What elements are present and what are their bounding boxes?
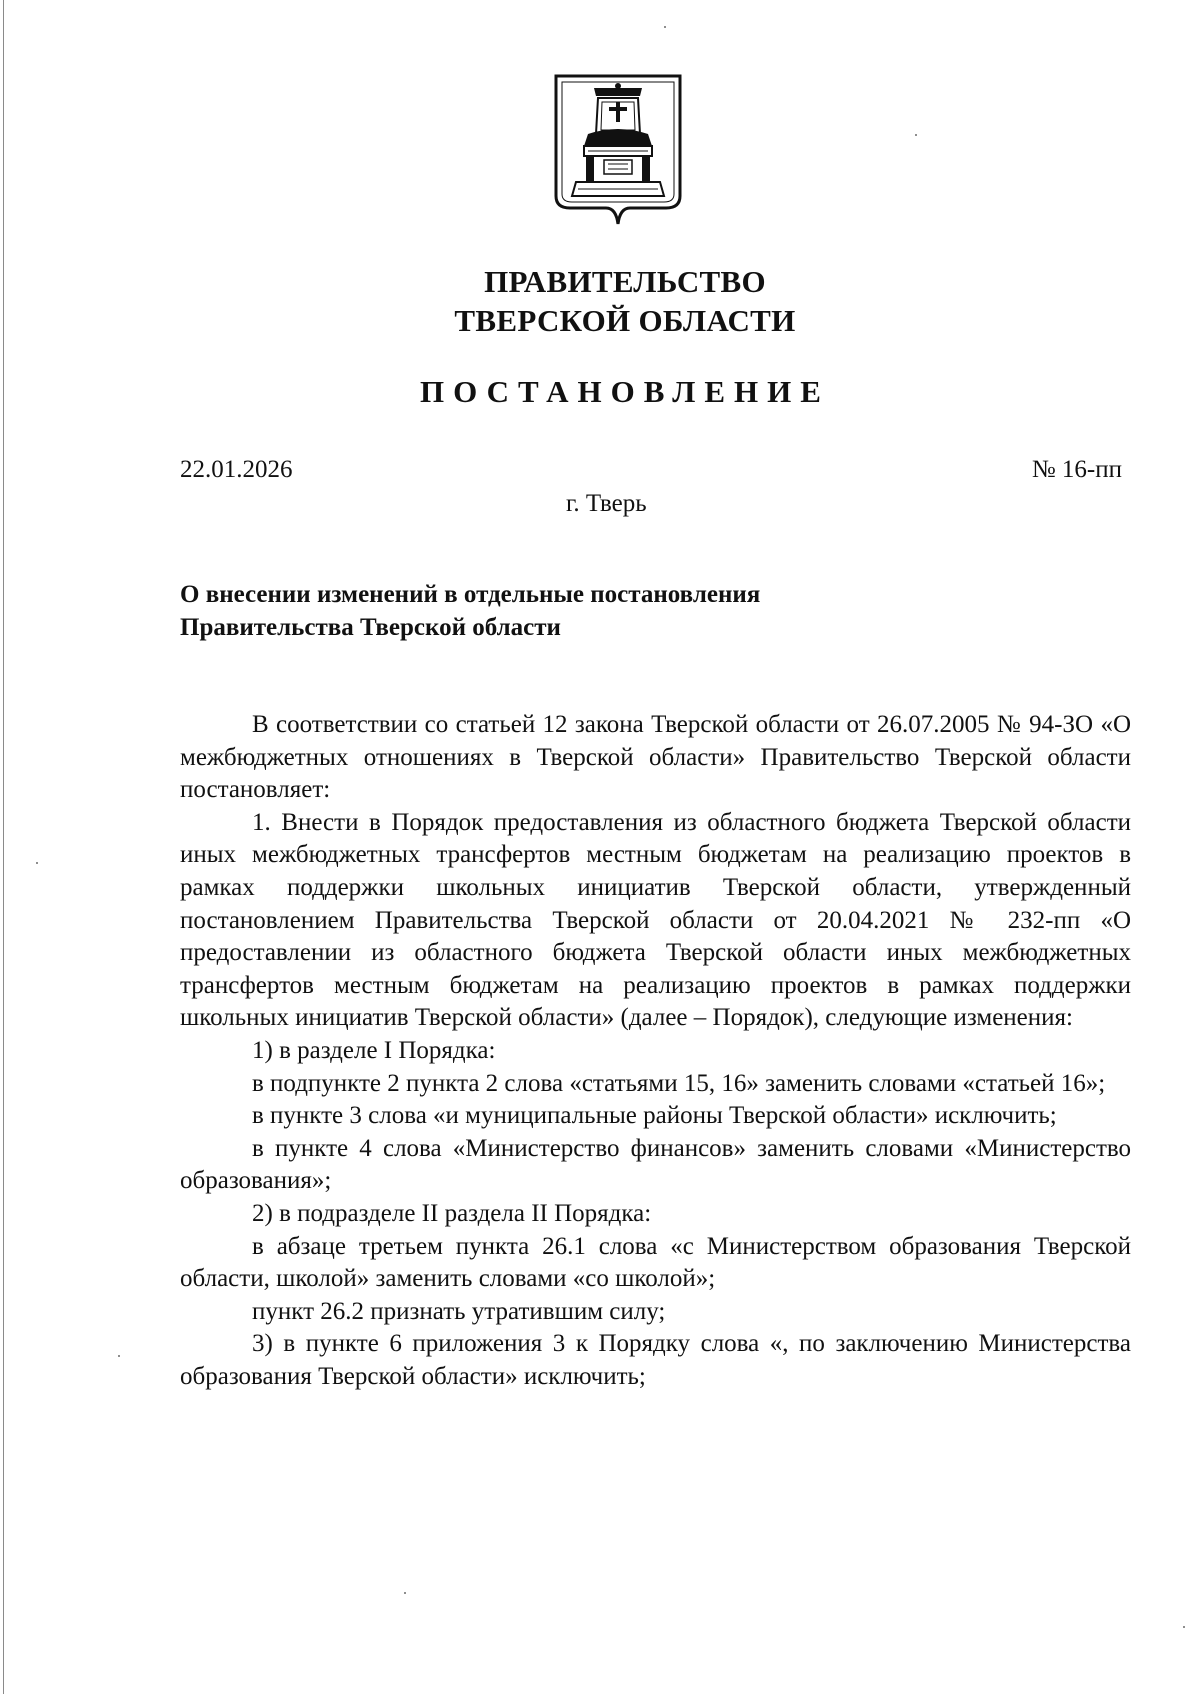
body-paragraph: пункт 26.2 признать утратившим силу; — [252, 1297, 666, 1325]
scan-speck — [915, 134, 917, 136]
issuer-title — [0, 262, 1200, 340]
body-paragraph: 2) в подразделе II раздела II Порядка: — [252, 1199, 652, 1227]
body-paragraph: в подпункте 2 пункта 2 слова «статьями 15, 16» заменить словами «статьей 16»; — [252, 1069, 1106, 1097]
scan-edge-line — [3, 0, 4, 1694]
subject-line-1: О внесении изменений в отдельные постановления — [180, 581, 761, 608]
subject-line-2: Правительства Тверской области — [180, 614, 561, 641]
document-number: № 16-пп — [1031, 456, 1122, 483]
body-paragraph: 1) в разделе I Порядка: — [252, 1036, 496, 1064]
body-paragraph: в абзаце третьем пункта 26.1 слова «с Министерством образования Тверской области, школой» заменить словами «со школой»; — [180, 1232, 1131, 1293]
document-type: ПОСТАНОВЛЕНИЕ — [420, 374, 830, 409]
body-paragraph: 1. Внести в Порядок предоставления из областного бюджета Тверской области иных межбюджетных трансфертов местным бюджетам на реализацию проектов в рамках поддержки школьных инициатив Тверской области, утвержденный постановлением Правительства Тверской области от 20.04.2021 № 232-пп «О предоставлении из областного бюджета Тверской области иных межбюджетных трансфертов местным бюджетам на реализацию проектов в рамках поддержки школьных инициатив Тверской области» (далее – Порядок), следующие изменения: — [180, 808, 1131, 1032]
scan-speck — [118, 1355, 120, 1357]
scan-speck — [36, 862, 38, 864]
tver-coat-of-arms-icon — [554, 74, 682, 226]
body-paragraph: В соответствии со статьей 12 закона Тверской области от 26.07.2005 № 94-ЗО «О межбюджетных отношениях в Тверской области» Правительство Тверской области постановляет: — [180, 711, 1131, 804]
document-body — [180, 709, 1131, 1393]
body-paragraph: в пункте 3 слова «и муниципальные районы Тверской области» исключить; — [252, 1102, 1057, 1130]
body-paragraph: 3) в пункте 6 приложения 3 к Порядку слова «, по заключению Министерства образования Тверской области» исключить; — [180, 1330, 1131, 1390]
document-city: г. Тверь — [566, 490, 647, 517]
issuer-line-1: ПРАВИТЕЛЬСТВО — [484, 264, 766, 299]
scan-speck — [664, 26, 666, 28]
document-date: 22.01.2026 — [180, 456, 293, 483]
document-subject — [180, 578, 880, 644]
body-paragraph: в пункте 4 слова «Министерство финансов» заменить словами «Министерство образования»; — [180, 1134, 1131, 1195]
issuer-line-2: ТВЕРСКОЙ ОБЛАСТИ — [454, 303, 796, 338]
scan-speck — [1183, 1626, 1185, 1628]
scan-speck — [404, 1592, 406, 1594]
